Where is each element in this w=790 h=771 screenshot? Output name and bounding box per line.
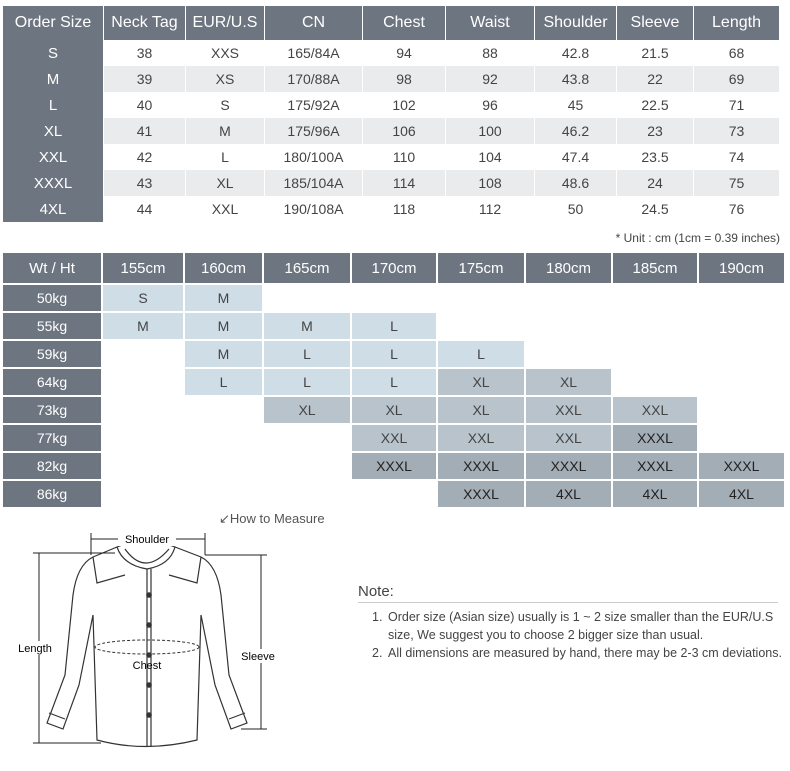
size-cell xyxy=(699,285,784,311)
table-cell: 118 xyxy=(363,196,446,222)
weight-header: 59kg xyxy=(3,341,101,367)
weight-row xyxy=(3,285,786,313)
size-cell xyxy=(264,453,350,479)
table-cell: 110 xyxy=(363,144,446,170)
weight-height-table xyxy=(3,253,786,509)
row-header: S xyxy=(3,40,104,66)
weight-header: 64kg xyxy=(3,369,101,395)
table-cell: 112 xyxy=(446,196,535,222)
size-cell: L xyxy=(352,313,436,339)
table-cell: 108 xyxy=(446,170,535,196)
table-cell: 42.8 xyxy=(535,40,617,66)
size-table-row xyxy=(3,66,780,92)
table-cell: XXS xyxy=(186,40,265,66)
note-list xyxy=(372,608,782,662)
table-cell: 68 xyxy=(694,40,780,66)
size-cell xyxy=(613,313,697,339)
weight-row xyxy=(3,369,786,397)
table-cell: 96 xyxy=(446,92,535,118)
table-cell: 45 xyxy=(535,92,617,118)
size-cell: XXL xyxy=(613,397,697,423)
size-cell xyxy=(185,397,262,423)
size-cell: XXL xyxy=(526,397,611,423)
column-header: Shoulder xyxy=(535,6,617,40)
size-table xyxy=(3,6,780,222)
shirt-outline-icon xyxy=(47,541,247,747)
size-table-row xyxy=(3,40,780,66)
size-cell xyxy=(264,481,350,507)
corner-header: Wt / Ht xyxy=(3,253,101,283)
size-cell xyxy=(352,285,436,311)
note-divider xyxy=(358,602,778,603)
weight-row xyxy=(3,341,786,369)
table-cell: 40 xyxy=(104,92,186,118)
row-header: XL xyxy=(3,118,104,144)
table-cell: 175/92A xyxy=(265,92,363,118)
how-to-measure-text: How to Measure xyxy=(229,511,325,526)
column-header: Length xyxy=(694,6,780,40)
size-cell: XXXL xyxy=(352,453,436,479)
row-header: XXL xyxy=(3,144,104,170)
size-cell: 4XL xyxy=(526,481,611,507)
note-item: 1. Order size (Asian size) usually is 1 ~ 2 size smaller than the EUR/U.S size, We suggest you to choose 2 bigger size than usual. xyxy=(372,610,774,642)
size-cell xyxy=(438,285,524,311)
size-cell: M xyxy=(103,313,183,339)
unit-note: * Unit : cm (1cm = 0.39 inches) xyxy=(615,231,780,245)
table-cell: 23 xyxy=(617,118,694,144)
table-cell: L xyxy=(186,144,265,170)
table-cell: 100 xyxy=(446,118,535,144)
size-cell xyxy=(103,425,183,451)
size-cell: XXXL xyxy=(526,453,611,479)
size-cell: XXL xyxy=(526,425,611,451)
size-cell xyxy=(699,313,784,339)
table-cell: 42 xyxy=(104,144,186,170)
table-cell: 104 xyxy=(446,144,535,170)
weight-row xyxy=(3,397,786,425)
table-cell: 21.5 xyxy=(617,40,694,66)
table-cell: 47.4 xyxy=(535,144,617,170)
size-cell xyxy=(699,369,784,395)
table-cell: XS xyxy=(186,66,265,92)
column-header: Sleeve xyxy=(617,6,694,40)
column-header: Neck Tag xyxy=(104,6,186,40)
size-cell xyxy=(185,481,262,507)
size-cell xyxy=(264,285,350,311)
table-cell: S xyxy=(186,92,265,118)
size-cell xyxy=(103,341,183,367)
table-cell: 102 xyxy=(363,92,446,118)
size-cell xyxy=(526,313,611,339)
size-table-row xyxy=(3,196,780,222)
shoulder-label: Shoulder xyxy=(124,534,170,546)
size-table-header xyxy=(3,6,780,40)
size-cell xyxy=(264,425,350,451)
size-cell xyxy=(103,397,183,423)
weight-row xyxy=(3,453,786,481)
table-cell: 114 xyxy=(363,170,446,196)
size-cell: L xyxy=(264,341,350,367)
table-cell: 106 xyxy=(363,118,446,144)
size-cell xyxy=(526,285,611,311)
size-table-row xyxy=(3,92,780,118)
table-cell: 165/84A xyxy=(265,40,363,66)
table-cell: M xyxy=(186,118,265,144)
sleeve-label: Sleeve xyxy=(241,651,275,663)
weight-header: 82kg xyxy=(3,453,101,479)
table-cell: 71 xyxy=(694,92,780,118)
note-title: Note: xyxy=(358,583,394,600)
size-cell: M xyxy=(185,313,262,339)
height-header: 175cm xyxy=(438,253,524,283)
weight-header: 86kg xyxy=(3,481,101,507)
row-header: 4XL xyxy=(3,196,104,222)
size-cell xyxy=(526,341,611,367)
size-cell: L xyxy=(352,341,436,367)
table-cell: 22 xyxy=(617,66,694,92)
table-cell: 75 xyxy=(694,170,780,196)
size-cell: S xyxy=(103,285,183,311)
size-cell xyxy=(438,313,524,339)
size-cell: XXXL xyxy=(613,453,697,479)
height-header: 155cm xyxy=(103,253,183,283)
table-cell: XL xyxy=(186,170,265,196)
size-cell xyxy=(699,397,784,423)
column-header: Chest xyxy=(363,6,446,40)
row-header: M xyxy=(3,66,104,92)
weight-header: 55kg xyxy=(3,313,101,339)
weight-row xyxy=(3,425,786,453)
table-cell: 50 xyxy=(535,196,617,222)
size-cell: XXL xyxy=(438,425,524,451)
table-cell: 48.6 xyxy=(535,170,617,196)
size-cell: L xyxy=(264,369,350,395)
table-cell: 76 xyxy=(694,196,780,222)
size-cell: L xyxy=(185,369,262,395)
size-cell: L xyxy=(438,341,524,367)
table-cell: 94 xyxy=(363,40,446,66)
size-cell xyxy=(613,341,697,367)
size-cell xyxy=(103,481,183,507)
table-cell: 43 xyxy=(104,170,186,196)
size-cell: M xyxy=(185,285,262,311)
table-cell: 22.5 xyxy=(617,92,694,118)
column-header: Order Size xyxy=(3,6,104,40)
size-cell: M xyxy=(264,313,350,339)
table-cell: 24.5 xyxy=(617,196,694,222)
table-cell: XXL xyxy=(186,196,265,222)
weight-header: 50kg xyxy=(3,285,101,311)
size-table-row xyxy=(3,144,780,170)
table-cell: 180/100A xyxy=(265,144,363,170)
chest-label: Chest xyxy=(132,660,162,672)
column-header: Waist xyxy=(446,6,535,40)
size-cell xyxy=(699,425,784,451)
size-cell: XL xyxy=(526,369,611,395)
size-cell xyxy=(185,453,262,479)
column-header: CN xyxy=(265,6,363,40)
weight-header: 77kg xyxy=(3,425,101,451)
size-cell: M xyxy=(185,341,262,367)
size-cell xyxy=(613,285,697,311)
size-cell xyxy=(103,453,183,479)
height-header: 190cm xyxy=(699,253,784,283)
row-header: L xyxy=(3,92,104,118)
size-cell: XXXL xyxy=(699,453,784,479)
table-cell: 74 xyxy=(694,144,780,170)
shirt-measure-diagram xyxy=(5,525,305,765)
size-cell: XXXL xyxy=(438,453,524,479)
size-cell: 4XL xyxy=(613,481,697,507)
weight-header: 73kg xyxy=(3,397,101,423)
table-cell: 98 xyxy=(363,66,446,92)
table-cell: 88 xyxy=(446,40,535,66)
arrow-icon: ↙ xyxy=(219,511,230,526)
table-cell: 190/108A xyxy=(265,196,363,222)
table-cell: 73 xyxy=(694,118,780,144)
column-header: EUR/U.S xyxy=(186,6,265,40)
size-cell xyxy=(103,369,183,395)
size-cell: XXL xyxy=(352,425,436,451)
size-cell: XL xyxy=(438,397,524,423)
table-cell: 44 xyxy=(104,196,186,222)
height-header: 185cm xyxy=(613,253,697,283)
size-cell: 4XL xyxy=(699,481,784,507)
row-header: XXXL xyxy=(3,170,104,196)
size-table-row xyxy=(3,170,780,196)
table-cell: 175/96A xyxy=(265,118,363,144)
size-cell: XXXL xyxy=(438,481,524,507)
weight-row xyxy=(3,481,786,509)
table-cell: 38 xyxy=(104,40,186,66)
height-header: 160cm xyxy=(185,253,262,283)
size-cell: XXXL xyxy=(613,425,697,451)
height-header: 180cm xyxy=(526,253,611,283)
size-cell: XL xyxy=(352,397,436,423)
length-label: Length xyxy=(18,643,52,655)
table-cell: 170/88A xyxy=(265,66,363,92)
note-item: 2. All dimensions are measured by hand, there may be 2-3 cm deviations. xyxy=(372,646,782,660)
weight-height-header xyxy=(3,253,786,285)
size-cell: L xyxy=(352,369,436,395)
table-cell: 39 xyxy=(104,66,186,92)
table-cell: 185/104A xyxy=(265,170,363,196)
table-cell: 46.2 xyxy=(535,118,617,144)
table-cell: 24 xyxy=(617,170,694,196)
size-table-row xyxy=(3,118,780,144)
table-cell: 69 xyxy=(694,66,780,92)
size-cell xyxy=(613,369,697,395)
table-cell: 43.8 xyxy=(535,66,617,92)
table-cell: 23.5 xyxy=(617,144,694,170)
size-cell xyxy=(352,481,436,507)
size-cell: XL xyxy=(264,397,350,423)
height-header: 170cm xyxy=(352,253,436,283)
height-header: 165cm xyxy=(264,253,350,283)
weight-row xyxy=(3,313,786,341)
size-cell xyxy=(699,341,784,367)
table-cell: 41 xyxy=(104,118,186,144)
size-cell xyxy=(185,425,262,451)
table-cell: 92 xyxy=(446,66,535,92)
size-cell: XL xyxy=(438,369,524,395)
